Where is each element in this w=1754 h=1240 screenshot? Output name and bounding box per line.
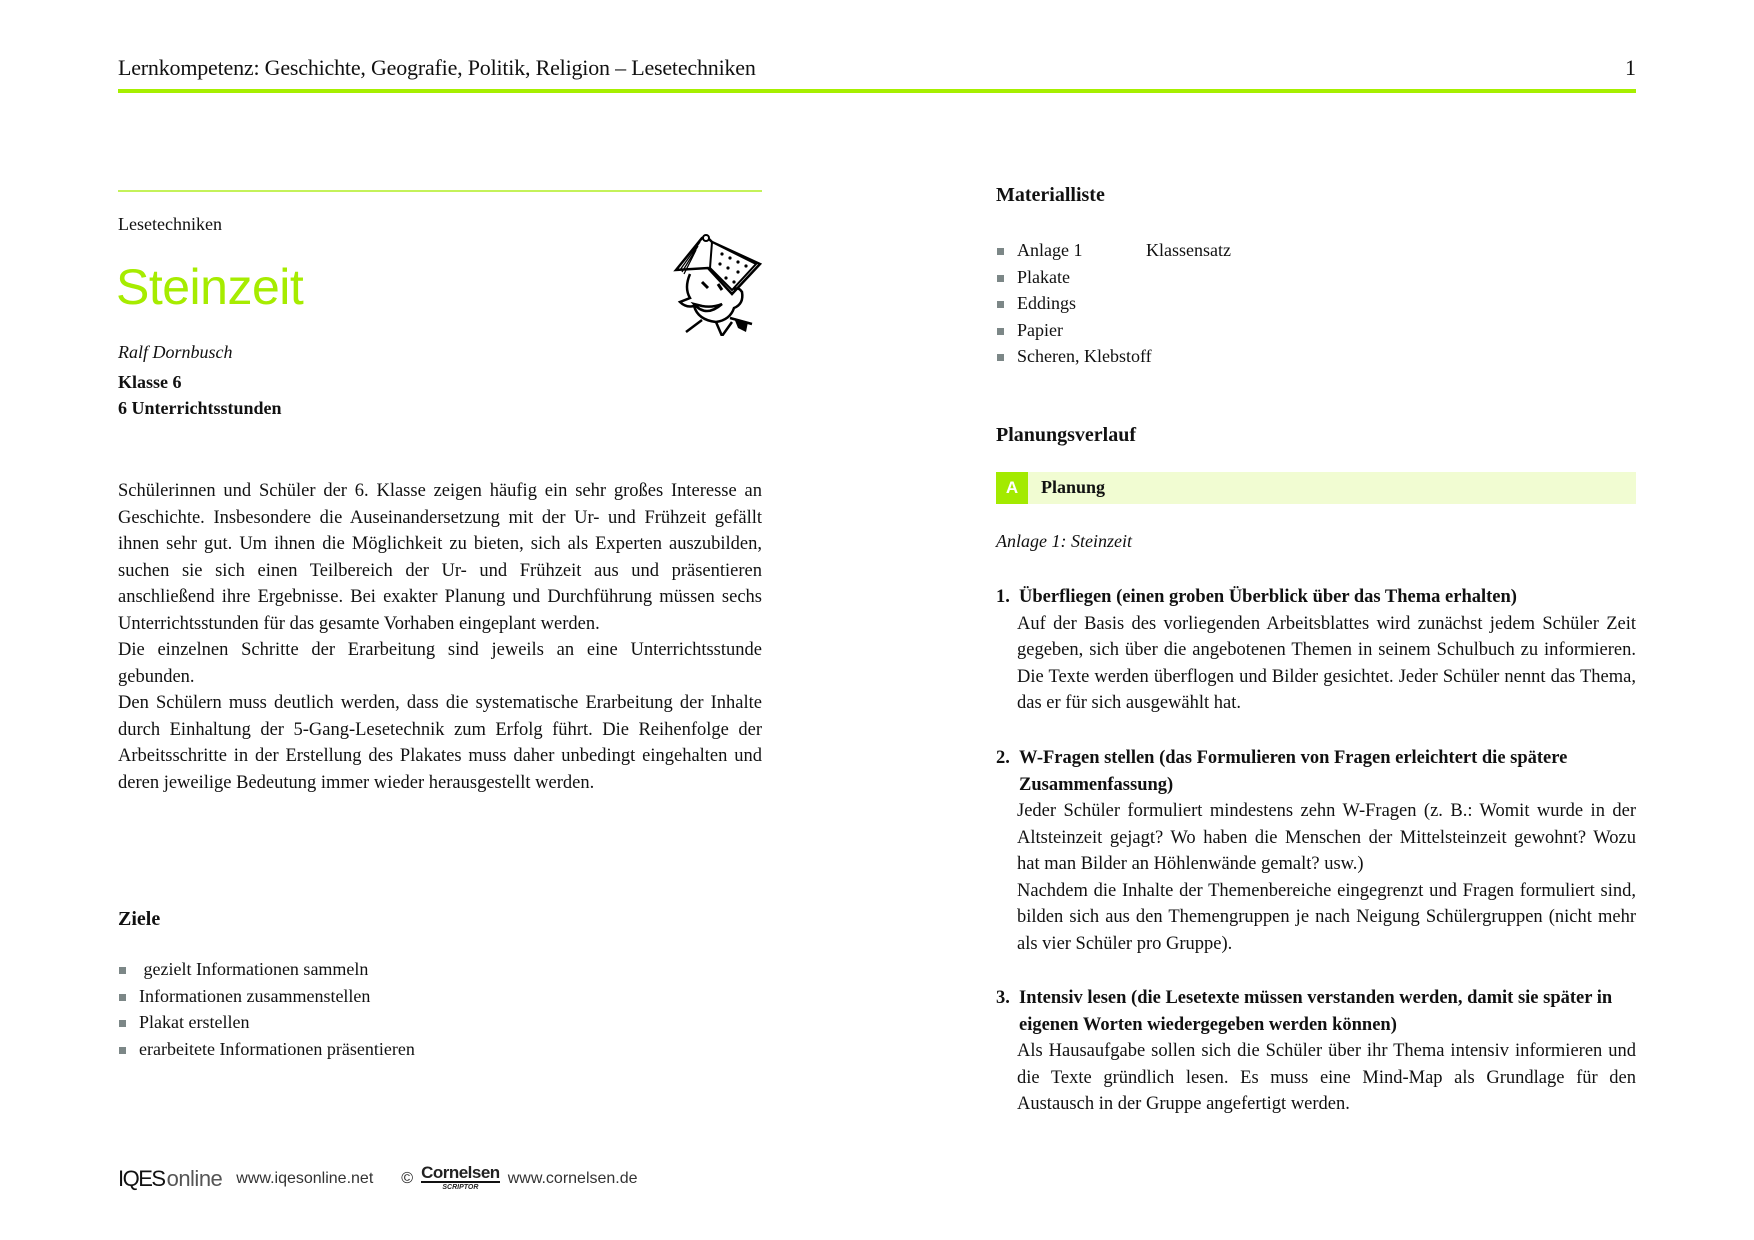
- phase-badge: A: [996, 472, 1028, 504]
- header-rule: [118, 89, 1636, 93]
- list-item: Plakate: [996, 264, 1596, 291]
- intro-paragraph: Schülerinnen und Schüler der 6. Klasse zeigen häufig ein sehr großes Interesse an Geschichte. Insbesondere die Auseinandersetzung mit der Ur- und Frühzeit gefällt ihnen sehr gut. Um ihnen die Möglichkeit zu bieten, sich als Experten auszubilden, suchen sie sich einen Teilbereich der Ur- und Frühzeit aus und präsentieren anschließend ihre Ergebnisse. Bei exakter Planung und Durchführung müssen sechs Unterrichtsstunden für das gesamte Vorhaben eingeplant werden.: [118, 481, 762, 634]
- goals-list: [118, 956, 718, 1062]
- bullet-square-icon: [997, 301, 1004, 308]
- grade-level: Klasse 6: [118, 372, 182, 392]
- lesson-count: 6 Unterrichtsstunden: [118, 398, 282, 418]
- list-item: Anlage 1 Klassensatz: [996, 237, 1596, 264]
- bullet-square-icon: [997, 328, 1004, 335]
- step-number: 3.: [996, 988, 1010, 1008]
- intro-paragraph: Den Schülern muss deutlich werden, dass die systematische Erarbeitung der Inhalte durch Einhaltung der 5-Gang-Lesetechnik zum Erfolg führt. Die Reihenfolge der Arbeitsschritte in der Erstellung des Plakates muss daher unbedingt eingehalten und deren jeweilige Bedeutung immer wieder herausgestellt werden.: [118, 693, 762, 793]
- planning-heading: Planungsverlauf: [996, 424, 1137, 446]
- list-item: Eddings: [996, 290, 1596, 317]
- page-title: Steinzeit: [116, 259, 304, 315]
- list-item: Scheren, Klebstoff: [996, 343, 1596, 370]
- step-item: [996, 584, 1636, 717]
- step-body: Auf der Basis des vorliegenden Arbeitsblattes wird zunächst jedem Schüler Zeit gegeben, sich über die angebotenen Themen in seinem Schulbuch zu informieren. Die Texte werden überflogen und Bilder gesichtet. Jeder Schüler nennt das Thema, das er für sich ausgewählt hat.: [1017, 613, 1636, 713]
- intro-text: [118, 478, 762, 796]
- bullet-square-icon: [997, 354, 1004, 361]
- footer: [118, 1164, 638, 1194]
- list-item: gezielt Informationen sammeln: [118, 956, 718, 983]
- phase-label: Planung: [1041, 477, 1106, 497]
- iqes-link[interactable]: www.iqesonline.net: [236, 1170, 374, 1187]
- bullet-square-icon: [997, 275, 1004, 282]
- step-title: Überfliegen (einen groben Überblick über das Thema erhalten): [1019, 587, 1517, 607]
- list-item: Plakat erstellen: [118, 1009, 718, 1036]
- step-item: [996, 745, 1636, 957]
- running-header-title: Lernkompetenz: Geschichte, Geografie, Politik, Religion – Lesetechniken: [118, 55, 756, 80]
- step-number: 2.: [996, 748, 1010, 768]
- list-item: Papier: [996, 317, 1596, 344]
- iqes-logo: IQESonline: [118, 1166, 223, 1191]
- step-body: Als Hausaufgabe sollen sich die Schüler über ihr Thema intensiv informieren und die Texte gründlich lesen. Es muss eine Mind-Map als Grundlage für den Austausch in der Gruppe angefertigt werden.: [1017, 1041, 1636, 1114]
- bullet-square-icon: [997, 248, 1004, 255]
- cornelsen-logo: Cornelsen SCRIPTOR: [421, 1162, 500, 1191]
- material-note: Klassensatz: [1146, 240, 1231, 260]
- goals-heading: Ziele: [118, 908, 161, 930]
- materials-list: [996, 237, 1596, 370]
- list-item: erarbeitete Informationen präsentieren: [118, 1036, 718, 1063]
- bullet-square-icon: [119, 994, 126, 1001]
- step-body: Jeder Schüler formuliert mindestens zehn W-Fragen (z. B.: Womit wurde in der Altsteinzeit gejagt? Wo haben die Menschen der Mittelsteinzeit gewohnt? Wozu hat man Bilder an Höhlenwände gemalt? usw.) Nachdem die Inhalte der Themenbereiche eingegrenzt und Fragen formuliert sind, bilden sich aus den Themengruppen je nach Neigung Schülergruppen (nicht mehr als vier Schüler pro Gruppe).: [1017, 801, 1636, 954]
- attachment-reference: Anlage 1: Steinzeit: [996, 531, 1132, 551]
- cornelsen-link[interactable]: www.cornelsen.de: [507, 1170, 638, 1187]
- step-item: [996, 985, 1636, 1118]
- intro-paragraph: Die einzelnen Schritte der Erarbeitung sind jeweils an eine Unterrichtsstunde gebunden.: [118, 640, 762, 687]
- reading-boy-illustration-icon: [672, 228, 764, 336]
- copyright-icon: ©: [401, 1170, 414, 1187]
- step-title: Intensiv lesen (die Lesetexte müssen verstanden werden, damit sie später in eigenen Worten wiedergegeben werden können): [1019, 988, 1613, 1035]
- page-number: 1: [1625, 55, 1636, 80]
- column-rule: [118, 190, 762, 192]
- bullet-square-icon: [119, 967, 126, 974]
- bullet-square-icon: [119, 1020, 126, 1027]
- step-title: W-Fragen stellen (das Formulieren von Fragen erleichtert die spätere Zusammenfassung): [1019, 748, 1568, 795]
- bullet-square-icon: [119, 1047, 126, 1054]
- section-kicker: Lesetechniken: [118, 214, 222, 234]
- step-number: 1.: [996, 587, 1010, 607]
- author: Ralf Dornbusch: [118, 342, 233, 362]
- materials-heading: Materialliste: [996, 184, 1105, 206]
- list-item: Informationen zusammenstellen: [118, 983, 718, 1010]
